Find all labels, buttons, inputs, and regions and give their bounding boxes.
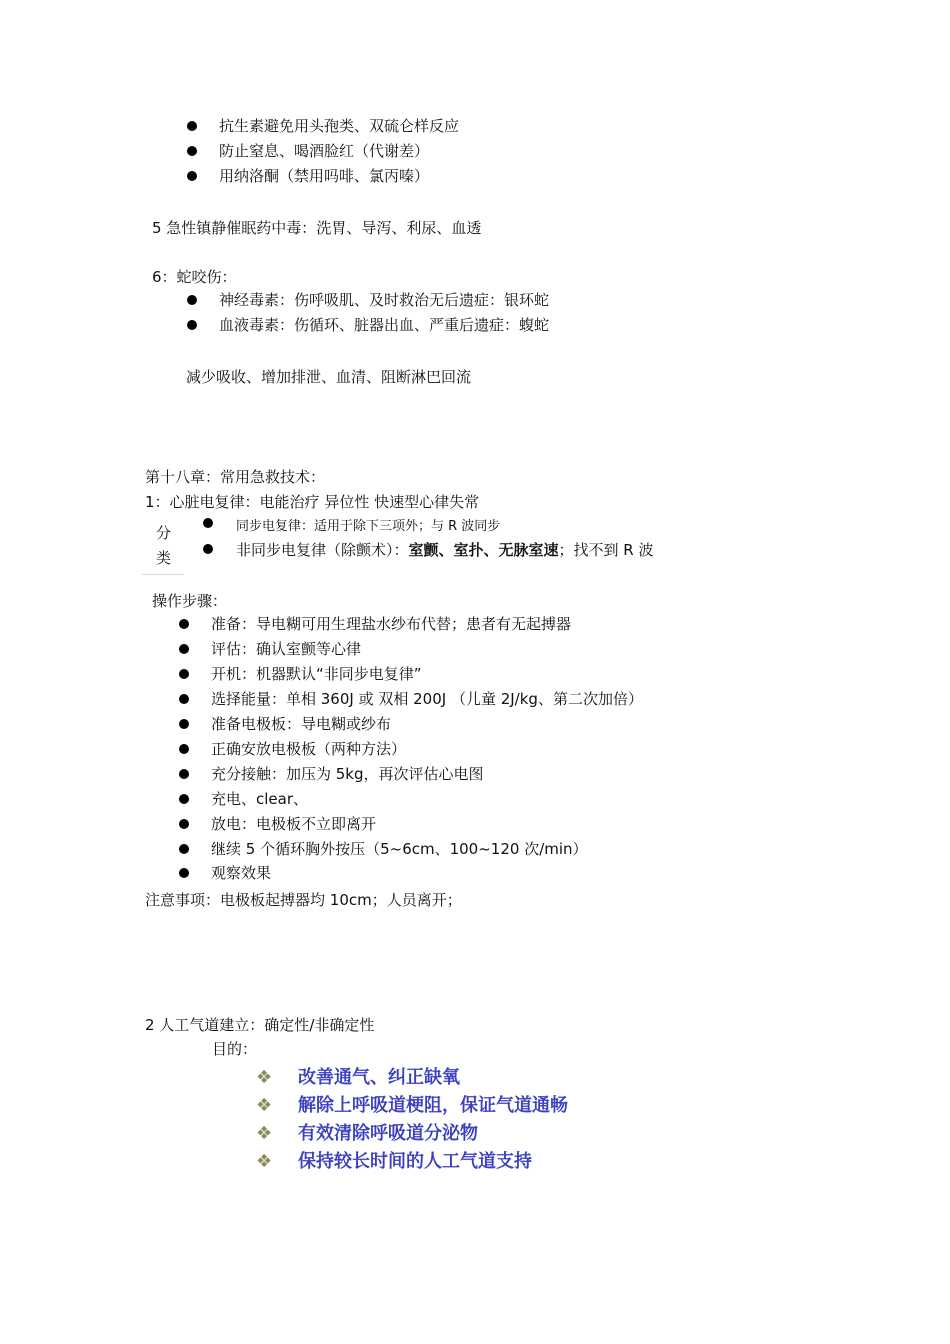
step-item: 充电、clear、 (211, 790, 309, 808)
step-item: 继续 5 个循环胸外按压（5~6cm、100~120 次/min） (211, 840, 588, 858)
bullet-icon (187, 146, 197, 156)
list-item: 用纳洛酮（禁用吗啡、氯丙嗪） (219, 167, 430, 185)
bullet-icon (187, 121, 197, 131)
async-indications: 室颤、室扑、无脉室速 (408, 541, 559, 559)
snakebite-treatment: 减少吸收、增加排泄、血清、阻断淋巴回流 (186, 368, 472, 386)
bullet-icon (203, 544, 213, 554)
goal-item: 有效清除呼吸道分泌物 (298, 1123, 478, 1144)
async-prefix: 非同步电复律（除颤术）： (236, 541, 409, 559)
step-item: 正确安放电极板（两种方法） (211, 740, 407, 758)
bullet-icon (203, 518, 213, 528)
diamond-bullet-icon: ❖ (256, 1123, 273, 1144)
bullet-icon (187, 295, 197, 305)
bullet-icon (179, 868, 189, 878)
bullet-icon (187, 320, 197, 330)
step-item: 选择能量：单相 360J 或 双相 200J （儿童 2J/kg、第二次加倍） (211, 690, 643, 708)
bullet-icon (187, 171, 197, 181)
bullet-icon (179, 669, 189, 679)
list-item: 防止窒息、喝酒脸红（代谢差） (219, 142, 430, 160)
bullet-icon (179, 769, 189, 779)
goal-item: 解除上呼吸道梗阻，保证气道通畅 (298, 1095, 568, 1116)
bullet-icon (179, 844, 189, 854)
category-char: 类 (156, 549, 172, 567)
bullet-icon (179, 819, 189, 829)
sedative-poisoning-line: 5 急性镇静催眠药中毒：洗胃、导泻、利尿、血透 (152, 219, 482, 237)
bullet-icon (179, 744, 189, 754)
notes-line: 注意事项：电极板起搏器均 10cm；人员离开； (145, 891, 462, 909)
step-item: 观察效果 (211, 864, 272, 882)
airway-heading: 2 人工气道建立：确定性/非确定性 (145, 1016, 375, 1034)
async-cardioversion-item (236, 540, 654, 560)
steps-title: 操作步骤： (152, 592, 228, 610)
list-item: 神经毒素：伤呼吸肌、及时救治无后遗症：银环蛇 (219, 291, 550, 309)
category-char: 分 (156, 524, 172, 542)
list-item: 血液毒素：伤循环、脏器出血、严重后遗症：蝮蛇 (219, 316, 550, 334)
bullet-icon (179, 794, 189, 804)
step-item: 评估：确认室颤等心律 (211, 640, 362, 658)
diamond-bullet-icon: ❖ (256, 1151, 273, 1172)
defib-heading: 1：心脏电复律：电能治疗 异位性 快速型心律失常 (145, 493, 480, 511)
step-item: 开机：机器默认“非同步电复律” (211, 665, 422, 683)
step-item: 放电：电极板不立即离开 (211, 815, 377, 833)
list-item: 抗生素避免用头孢类、双硫仑样反应 (219, 117, 460, 135)
diamond-bullet-icon: ❖ (256, 1095, 273, 1116)
step-item: 准备电极板：导电糊或纱布 (211, 715, 392, 733)
bullet-icon (179, 719, 189, 729)
bullet-icon (179, 694, 189, 704)
async-suffix: ；找不到 R 波 (558, 541, 654, 559)
bullet-icon (179, 619, 189, 629)
diamond-bullet-icon: ❖ (256, 1067, 273, 1088)
goal-item: 保持较长时间的人工气道支持 (298, 1151, 532, 1172)
category-label (142, 514, 184, 575)
bullet-icon (179, 644, 189, 654)
snakebite-title: 6：蛇咬伤： (152, 268, 237, 286)
step-item: 充分接触：加压为 5kg，再次评估心电图 (211, 765, 484, 783)
sync-cardioversion-item: 同步电复律：适用于除下三项外；与 R 波同步 (236, 519, 501, 534)
chapter-title: 第十八章：常用急救技术： (145, 468, 326, 486)
purpose-label: 目的： (212, 1040, 258, 1058)
step-item: 准备：导电糊可用生理盐水纱布代替；患者有无起搏器 (211, 615, 572, 633)
goal-item: 改善通气、纠正缺氧 (298, 1067, 460, 1088)
